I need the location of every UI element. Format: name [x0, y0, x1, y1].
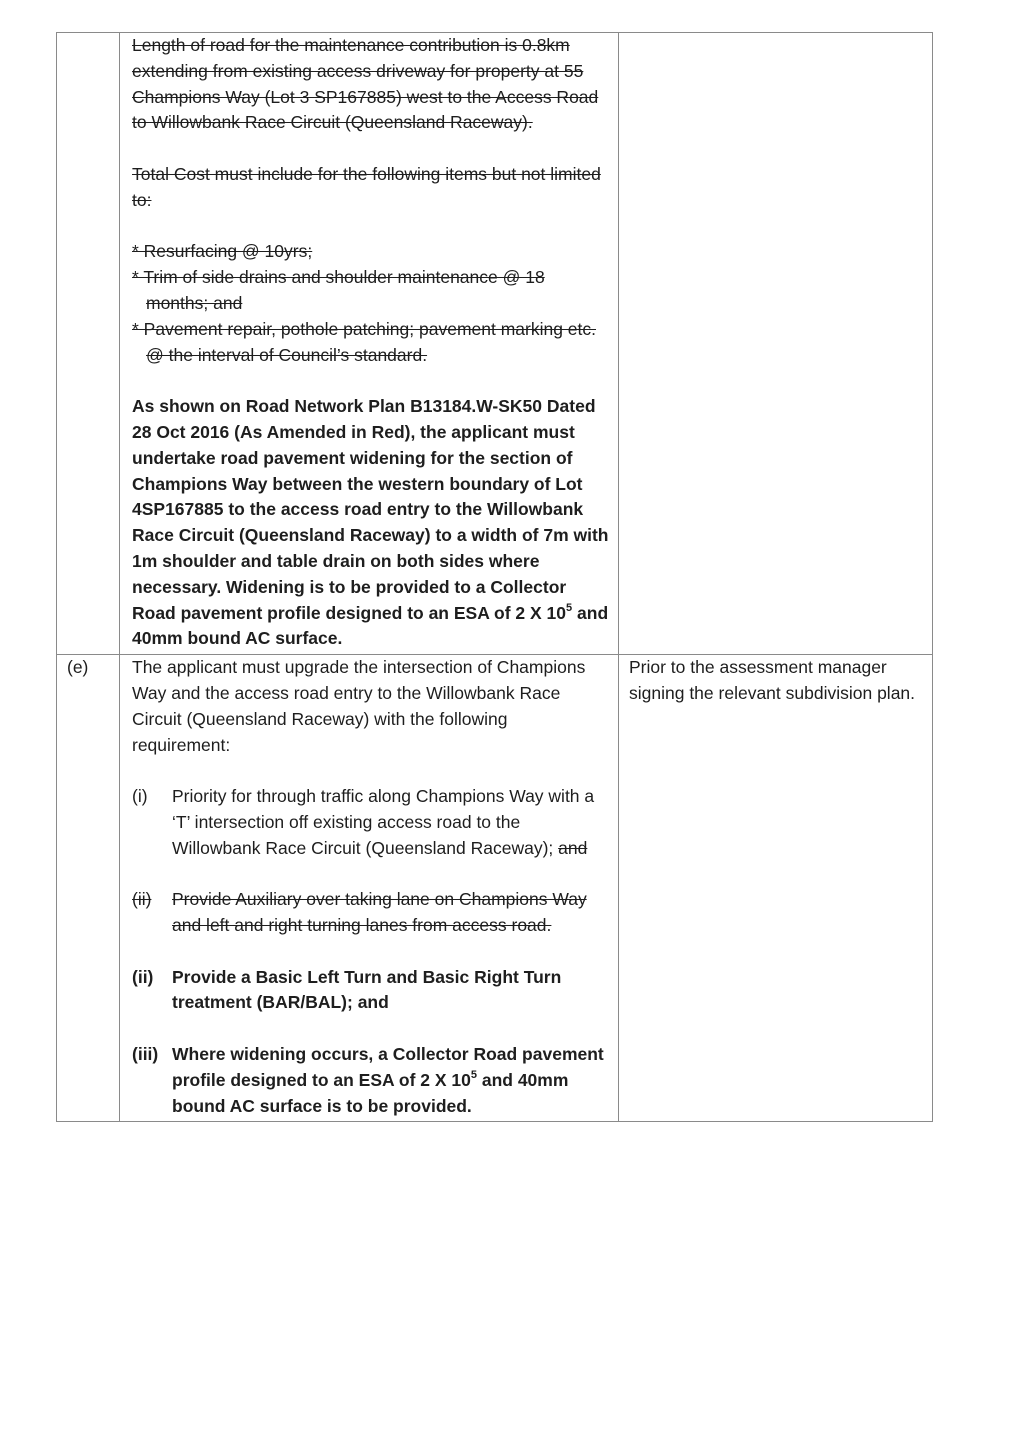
list-item-struck — [132, 887, 610, 939]
condition-label: (e) — [67, 657, 89, 678]
condition-text-cell — [120, 33, 619, 655]
timing-cell — [619, 655, 933, 1122]
list-item-amended — [132, 965, 610, 1017]
item-number: (ii) — [132, 966, 154, 987]
item-text: Provide a Basic Left Turn and Basic Right Turn treatment (BAR/BAL); and — [172, 966, 562, 1013]
conditions-table — [56, 32, 933, 1122]
amended-widening-text: As shown on Road Network Plan B13184.W-SK50 Dated 28 Oct 2016 (As Amended in Red), the applicant must undertake road pavement widening for the section of Champions Way between the western boundary of Lot 4SP167885 to the access road entry to the Willowbank Race Circuit (Queensland Raceway) to a width of 7m with 1m shoulder and table drain on both sides where necessary. Widening is to be provided to a Collector Road pavement profile designed to an ESA of 2 X $10^5$ and 40mm bound AC surface. — [132, 396, 609, 649]
item-number: (ii) — [132, 889, 152, 910]
timing-text: Prior to the assessment manager signing the relevant subdivision plan. — [629, 657, 916, 703]
item-number: (i) — [132, 786, 148, 807]
item-text: Priority for through traffic along Champions Way with a ‘T’ intersection off existing access road to the Willowbank Race Circuit (Queensland Raceway); and — [172, 786, 595, 858]
item-text: Provide Auxiliary over taking lane on Champions Way and left and right turning lanes from access road. — [172, 889, 587, 936]
struck-bullet-pavement-repair: * Pavement repair, pothole patching; pavement marking etc. @ the interval of Council’s standard. — [132, 318, 597, 365]
condition-text-cell — [120, 655, 619, 1122]
list-item — [132, 784, 610, 861]
struck-bullet-resurfacing: * Resurfacing @ 10yrs; — [132, 241, 313, 262]
item-text: Where widening occurs, a Collector Road pavement profile designed to an ESA of 2 X $10^5$ and 40mm bound AC surface is to be provided. — [172, 1044, 604, 1116]
struck-maintenance-length-text: Length of road for the maintenance contribution is 0.8km extending from existing access driveway for property at 55 Champions Way (Lot 3 SP167885) west to the Access Road to Willowbank Race Circuit (Queensland Raceway). — [132, 35, 599, 133]
item-number: (iii) — [132, 1044, 159, 1065]
table-row — [57, 33, 933, 655]
intersection-intro-text: The applicant must upgrade the intersection of Champions Way and the access road entry to the Willowbank Race Circuit (Queensland Raceway) with the following requirement: — [132, 657, 586, 755]
timing-cell — [619, 33, 933, 655]
list-item-amended — [132, 1042, 610, 1119]
condition-number-cell — [57, 655, 120, 1122]
condition-number-cell — [57, 33, 120, 655]
table-row — [57, 655, 933, 1122]
struck-bullet-trim-drains: * Trim of side drains and shoulder maintenance @ 18 months; and — [132, 267, 545, 313]
struck-total-cost-text: Total Cost must include for the following items but not limited to: — [132, 163, 601, 210]
